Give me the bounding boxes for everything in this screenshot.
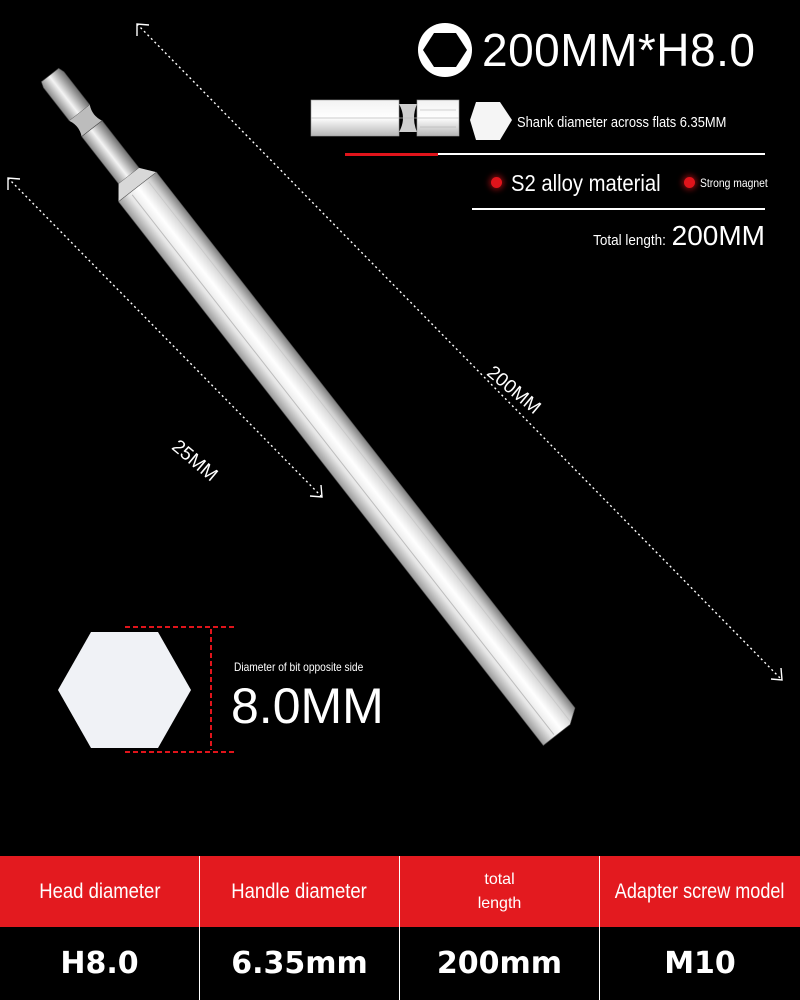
spec-header-cell (400, 856, 600, 927)
page-title: 200MM*H8.0 (482, 24, 756, 76)
bit-side-view-icon (311, 100, 512, 140)
shank-diameter-label: Shank diameter across flats 6.35MM (517, 114, 727, 131)
hex-cross-section-icon (58, 627, 237, 752)
spec-value-cell (0, 927, 200, 1000)
total-length-row (585, 220, 765, 252)
spec-header-cell (600, 856, 800, 927)
title-block (416, 18, 755, 82)
spec-header-cell (0, 856, 200, 927)
spec-value-cell (200, 927, 400, 1000)
divider-accent (345, 153, 438, 156)
spec-value-adapter-screw-model: M10 (664, 946, 736, 981)
hexagon-icon (416, 21, 474, 79)
material-label: S2 alloy material (511, 170, 661, 196)
spec-value-head-diameter: H8.0 (60, 946, 139, 981)
spec-value-handle-diameter: 6.35mm (231, 946, 368, 981)
spec-value-cell (600, 927, 800, 1000)
total-length-label: Total length: (592, 232, 666, 249)
total-length-value: 200MM (671, 220, 765, 251)
bullet-dot-icon (684, 177, 695, 188)
magnet-label: Strong magnet (700, 176, 768, 190)
opposite-side-value: 8.0MM (231, 678, 384, 734)
dimension-label-200: 200MM (482, 362, 545, 419)
spec-value-total-length: 200mm (436, 946, 563, 981)
spec-header-total-length: total length (477, 870, 522, 912)
spec-header-cell (200, 856, 400, 927)
spec-header-adapter-screw-model: Adapter screw model (615, 879, 785, 903)
dimension-label-25: 25MM (167, 436, 222, 487)
spec-header-head-diameter: Head diameter (38, 879, 161, 903)
spec-value-cell (400, 927, 600, 1000)
bullet-dot-icon (491, 177, 502, 188)
spec-table (0, 856, 800, 1000)
spec-table-header-row (0, 856, 800, 927)
spec-table-value-row (0, 927, 800, 1000)
spec-header-handle-diameter: Handle diameter (231, 879, 368, 903)
divider-line (472, 208, 765, 210)
opposite-side-label: Diameter of bit opposite side (234, 660, 364, 674)
